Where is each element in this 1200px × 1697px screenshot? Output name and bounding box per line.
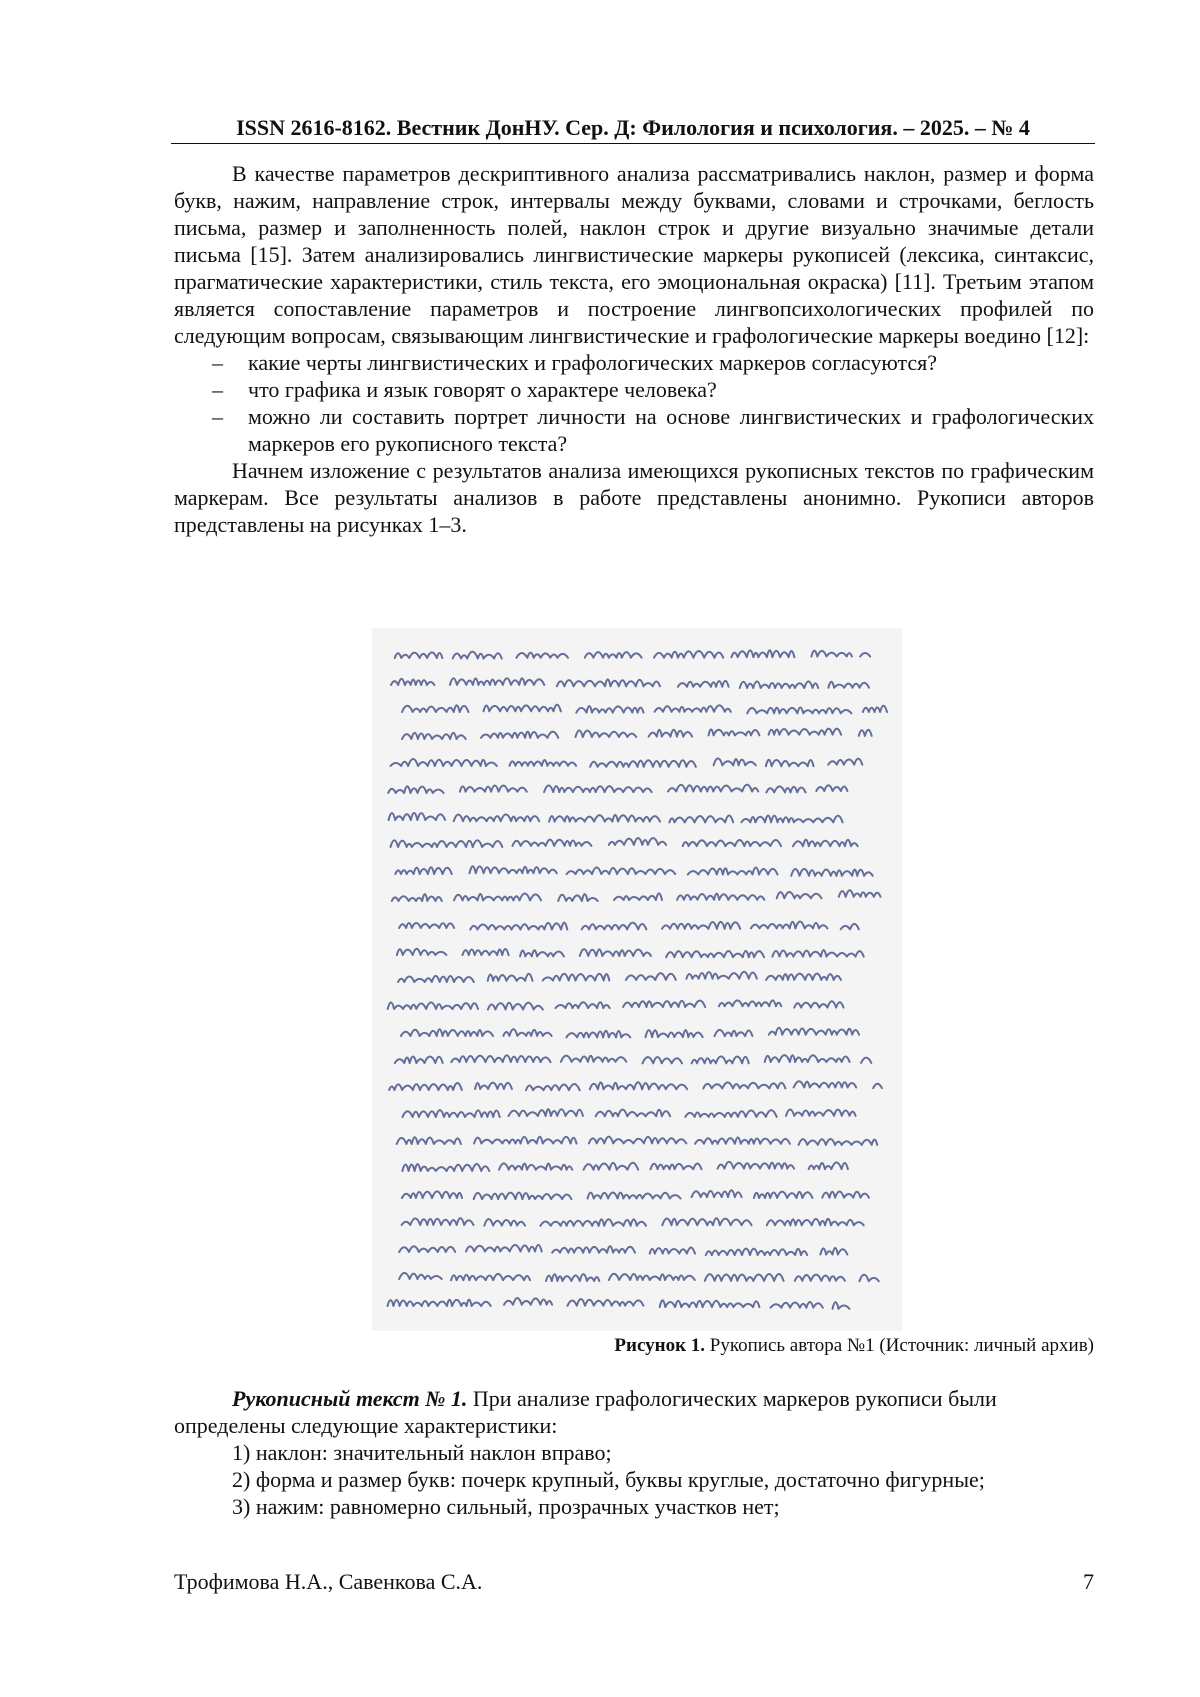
list-dash: – — [212, 404, 223, 429]
handwriting-image — [372, 628, 902, 1331]
handwriting-line — [388, 785, 858, 793]
footer-authors: Трофимова Н.А., Савенкова С.А. — [174, 1569, 483, 1594]
handwriting-line — [398, 972, 858, 982]
handwriting-line — [399, 1273, 896, 1281]
handwriting-figure — [372, 628, 902, 1331]
intro-paragraph-1: В качестве параметров дескриптивного анализа рассматривались наклон, размер и форма букв, нажим, направление строк, интервалы между буквами, словами и строчками, беглость письма, размер и заполненность полей, наклон строк и другие визуально значимые детали письма [15]. Затем анализировались лингвистические маркеры рукописей (лексика, синтаксис, прагматические характеристики, стиль текста, его эмоциональная окраска) [11]. Третьим этапом является сопоставление параметров и построение лингвопсихологических профилей по следующим вопросам, связывающим лингвистические и графологические маркеры воедино [12]: — [174, 161, 1094, 348]
question-item — [174, 403, 1094, 457]
questions-list — [174, 349, 1094, 457]
handwriting-line — [402, 1190, 879, 1199]
question-text: можно ли составить портрет личности на основе лингвистических и графологических маркеров его рукописного текста? — [248, 404, 1094, 456]
handwriting-line — [402, 1162, 861, 1171]
running-header: ISSN 2616-8162. Вестник ДонНУ. Сер. Д: Филология и психология. – 2025. – № 4 — [236, 115, 1030, 140]
handwriting-lines — [388, 650, 900, 1309]
handwriting-line — [389, 1081, 890, 1090]
handwriting-line — [402, 729, 883, 739]
handwriting-line — [397, 1137, 890, 1145]
characteristic-item: 3) нажим: равномерно сильный, прозрачных участков нет; — [232, 1494, 780, 1519]
section-lead: Рукописный текст № 1. — [232, 1386, 468, 1411]
handwriting-line — [403, 1109, 873, 1117]
section-lead-rest: При анализе графологических маркеров рукописи были определены следующие характеристики: — [174, 1386, 997, 1438]
handwriting-line — [402, 1218, 875, 1226]
intro-block — [174, 160, 1094, 538]
figure-caption — [174, 1334, 1094, 1358]
caption-text: Рукопись автора №1 (Источник: личный архив) — [709, 1335, 1094, 1356]
question-item — [174, 349, 1094, 376]
page-number: 7 — [1083, 1569, 1094, 1594]
handwriting-line — [389, 813, 856, 823]
handwriting-line — [399, 921, 876, 929]
handwriting-line — [391, 838, 870, 847]
question-item — [174, 376, 1094, 403]
handwriting-line — [395, 866, 883, 876]
handwriting-line — [388, 1000, 860, 1009]
section-handwriting-1 — [174, 1385, 1094, 1520]
list-dash: – — [212, 377, 223, 402]
characteristic-item: 2) форма и размер букв: почерк крупный, буквы круглые, достаточно фигурные; — [232, 1467, 985, 1492]
caption-label: Рисунок 1. — [614, 1335, 706, 1356]
question-text: какие черты лингвистических и графологических маркеров согласуются? — [248, 350, 938, 375]
header-rule — [171, 143, 1095, 144]
handwriting-line — [388, 1298, 862, 1309]
intro-paragraph-2: Начнем изложение с результатов анализа имеющихся рукописных текстов по графическим маркерам. Все результаты анализов в работе представлены анонимно. Рукописи авторов представлены на рисунках 1–3. — [174, 458, 1094, 537]
handwriting-line — [397, 949, 872, 957]
handwriting-line — [392, 890, 898, 901]
list-dash: – — [212, 350, 223, 375]
handwriting-line — [399, 1245, 865, 1255]
handwriting-line — [395, 1055, 885, 1063]
question-text: что графика и язык говорят о характере человека? — [248, 377, 717, 402]
characteristic-item: 1) наклон: значительный наклон вправо; — [232, 1440, 612, 1465]
handwriting-line — [395, 650, 883, 658]
handwriting-line — [402, 705, 900, 714]
handwriting-line — [391, 678, 879, 688]
handwriting-line — [391, 758, 874, 766]
handwriting-line — [401, 1028, 875, 1038]
section-lead-paragraph — [174, 1385, 1094, 1439]
